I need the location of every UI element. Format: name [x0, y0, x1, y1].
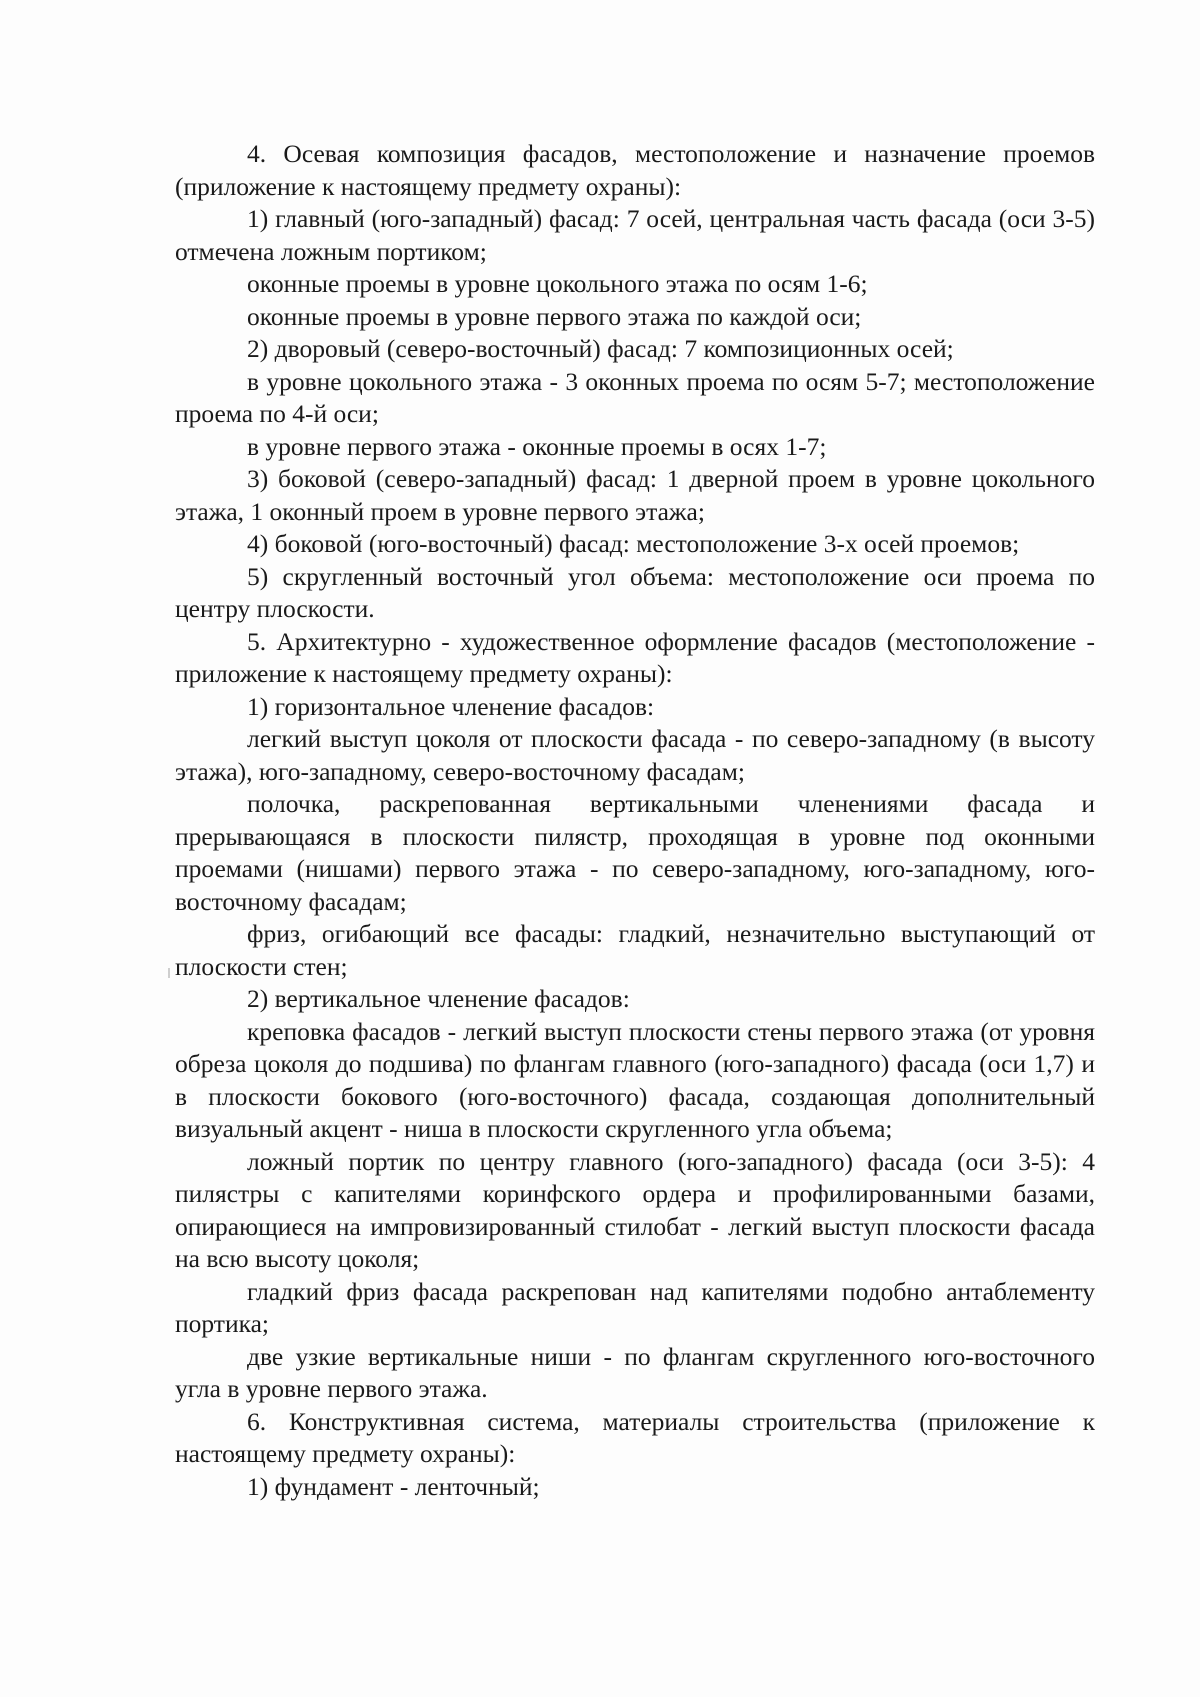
- paragraph-false-portico: ложный портик по центру главного (юго-западного) фасада (оси 3-5): 4 пилястры с капителями коринфского ордера и профилированными базами, опирающиеся на импровизированный стилобат - легкий выступ плоскости фасада на всю высоту цоколя;: [175, 1146, 1095, 1273]
- paragraph-se-facade: 4) боковой (юго-восточный) фасад: местоположение 3-х осей проемов;: [247, 529, 1020, 558]
- paragraph-krepovka: креповка фасадов - легкий выступ плоскости стены первого этажа (от уровня обреза цоколя до подшива) по флангам главного (юго-западного) фасада (оси 1,7) и в плоскости бокового (юго-восточного) фасада, создающая дополнительный визуальный акцент - ниша в плоскости скругленного угла объема;: [175, 1016, 1095, 1143]
- paragraph-plinth-ledge: легкий выступ цоколя от плоскости фасада - по северо-западному (в высоту этажа), юго-западному, северо-восточному фасадам;: [175, 724, 1095, 786]
- paragraph-basement-windows: оконные проемы в уровне цокольного этажа по осям 1-6;: [247, 269, 868, 298]
- paragraph-rounded-corner: 5) скругленный восточный угол объема: местоположение оси проема по центру плоскости.: [175, 561, 1095, 623]
- section-6-heading: 6. Конструктивная система, материалы строительства (приложение к настоящему предмету охраны):: [175, 1406, 1095, 1468]
- section-5-heading: 5. Архитектурно - художественное оформление фасадов (местоположение - приложение к настоящему предмету охраны):: [175, 626, 1095, 688]
- paragraph-frieze: фриз, огибающий все фасады: гладкий, незначительно выступающий от плоскости стен;: [175, 919, 1095, 981]
- document-body: [175, 138, 1095, 1503]
- paragraph-nw-facade: 3) боковой (северо-западный) фасад: 1 дверной проем в уровне цокольного этажа, 1 оконный проем в уровне первого этажа;: [175, 464, 1095, 526]
- paragraph-first-floor-windows: оконные проемы в уровне первого этажа по каждой оси;: [247, 301, 862, 331]
- paragraph-courtyard-basement: в уровне цокольного этажа - 3 оконных проема по осям 5-7; местоположение проема по 4-й оси;: [175, 366, 1095, 428]
- paragraph-smooth-frieze: гладкий фриз фасада раскрепован над капителями подобно антаблементу портика;: [175, 1276, 1095, 1338]
- paragraph-vertical-division: 2) вертикальное членение фасадов:: [247, 984, 630, 1013]
- paragraph-horizontal-division: 1) горизонтальное членение фасадов:: [247, 691, 655, 721]
- section-4-heading: 4. Осевая композиция фасадов, местоположение и назначение проемов (приложение к настоящему предмету охраны):: [175, 139, 1095, 201]
- paragraph-main-facade: 1) главный (юго-западный) фасад: 7 осей, центральная часть фасада (оси 3-5) отмечена ложным портиком;: [175, 204, 1095, 266]
- paragraph-niches: две узкие вертикальные ниши - по флангам скругленного юго-восточного угла в уровне первого этажа.: [175, 1341, 1095, 1403]
- paragraph-courtyard-facade: 2) дворовый (северо-восточный) фасад: 7 композиционных осей;: [247, 334, 954, 363]
- paragraph-shelf: полочка, раскрепованная вертикальными членениями фасада и прерывающаяся в плоскости пилястр, проходящая в уровне под оконными проемами (нишами) первого этажа - по северо-западному, юго-западному, юго-восточному фасадам;: [175, 789, 1095, 916]
- scan-artifact: [168, 968, 170, 978]
- paragraph-foundation: 1) фундамент - ленточный;: [247, 1471, 540, 1501]
- paragraph-courtyard-first-floor: в уровне первого этажа - оконные проемы в осях 1-7;: [247, 431, 827, 461]
